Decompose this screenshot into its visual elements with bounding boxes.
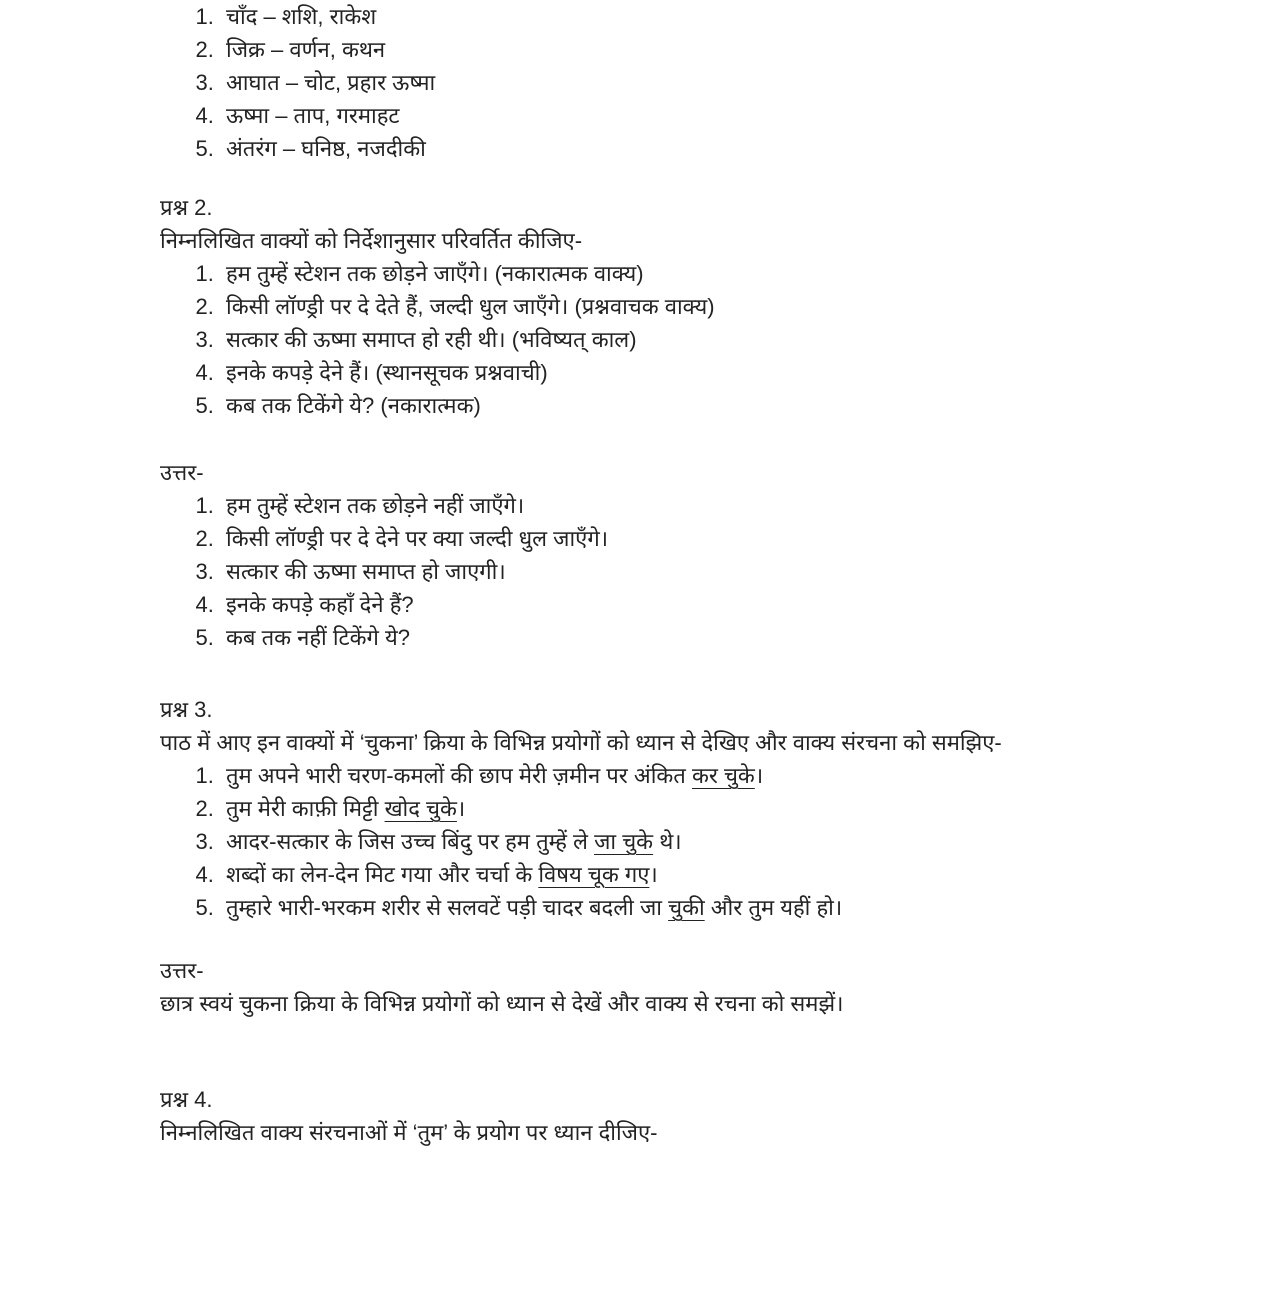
list-item xyxy=(220,858,1118,891)
list-item: 4. इनके कपड़े देने हैं। (स्थानसूचक प्रश्नवाची) xyxy=(220,356,1118,389)
underlined-phrase: विषय चूक गए xyxy=(538,862,650,887)
list-item: 1. हम तुम्हें स्टेशन तक छोड़ने जाएँगे। (नकारात्मक वाक्य) xyxy=(220,257,1118,290)
list-item xyxy=(220,759,1118,792)
sentence-post: । xyxy=(456,796,466,821)
sentence-pre: शब्दों का लेन-देन मिट गया और चर्चा के xyxy=(226,862,539,887)
list-item: 4. इनके कपड़े कहाँ देने हैं? xyxy=(220,588,1118,621)
question2-label: प्रश्न 2. xyxy=(160,195,213,220)
question4-instruction: निम्नलिखित वाक्य संरचनाओं में ‘तुम’ के प्रयोग पर ध्यान दीजिए- xyxy=(160,1120,658,1145)
sentence-post: । xyxy=(754,763,764,788)
question3-label: प्रश्न 3. xyxy=(160,697,213,722)
list-item: 2. किसी लॉण्ड्री पर दे देने पर क्या जल्दी धुल जाएँगे। xyxy=(220,522,1118,555)
list-item xyxy=(220,792,1118,825)
question2-items-list xyxy=(160,257,1118,422)
question2-answer-label: उत्तर- xyxy=(160,460,204,485)
underlined-phrase: जा चुके xyxy=(594,829,654,854)
question3-answer-text: छात्र स्वयं चुकना क्रिया के विभिन्न प्रयोगों को ध्यान से देखें और वाक्य से रचना को समझें। xyxy=(160,991,844,1016)
question3-answer xyxy=(160,954,1118,1020)
question2-answers-list xyxy=(160,489,1118,654)
list-item: 1. हम तुम्हें स्टेशन तक छोड़ने नहीं जाएँगे। xyxy=(220,489,1118,522)
question2-heading xyxy=(160,191,1118,257)
sentence-post: और तुम यहीं हो। xyxy=(704,895,843,920)
list-item xyxy=(220,825,1118,858)
question3-instruction: पाठ में आए इन वाक्यों में ‘चुकना’ क्रिया के विभिन्न प्रयोगों को ध्यान से देखिए और वाक्य संरचना को समझिए- xyxy=(160,730,1002,755)
list-item: 2. जिक्र – वर्णन, कथन xyxy=(220,33,1118,66)
list-item: 5. अंतरंग – घनिष्ठ, नजदीकी xyxy=(220,132,1118,165)
underlined-phrase: कर चुके xyxy=(691,763,755,788)
sentence-pre: तुम्हारे भारी-भरकम शरीर से सलवटें पड़ी चादर बदली जा xyxy=(226,895,669,920)
sentence-pre: तुम मेरी काफ़ी मिट्टी xyxy=(226,796,385,821)
list-item: 1. चाँद – शशि, राकेश xyxy=(220,0,1118,33)
question3-heading xyxy=(160,693,1118,759)
list-item: 5. कब तक टिकेंगे ये? (नकारात्मक) xyxy=(220,389,1118,422)
sentence-pre: आदर-सत्कार के जिस उच्च बिंदु पर हम तुम्हें ले xyxy=(226,829,595,854)
question4-label: प्रश्न 4. xyxy=(160,1087,213,1112)
question3-answer-label: उत्तर- xyxy=(160,958,204,983)
list-item: 3. सत्कार की ऊष्मा समाप्त हो जाएगी। xyxy=(220,555,1118,588)
list-item xyxy=(220,891,1118,924)
sentence-pre: तुम अपने भारी चरण-कमलों की छाप मेरी ज़मीन पर अंकित xyxy=(226,763,692,788)
question2-instruction: निम्नलिखित वाक्यों को निर्देशानुसार परिवर्तित कीजिए- xyxy=(160,228,583,253)
underlined-phrase: खोद चुके xyxy=(384,796,457,821)
question3-items-list xyxy=(160,759,1118,924)
sentence-post: थे। xyxy=(653,829,682,854)
question4-heading xyxy=(160,1083,1118,1149)
underlined-phrase: चुकी xyxy=(668,895,705,920)
list-item: 5. कब तक नहीं टिकेंगे ये? xyxy=(220,621,1118,654)
sentence-post: । xyxy=(649,862,658,887)
document-page xyxy=(160,0,1118,1149)
word-meanings-list xyxy=(160,0,1118,165)
list-item: 4. ऊष्मा – ताप, गरमाहट xyxy=(220,99,1118,132)
list-item: 2. किसी लॉण्ड्री पर दे देते हैं, जल्दी धुल जाएँगे। (प्रश्नवाचक वाक्य) xyxy=(220,290,1118,323)
list-item: 3. आघात – चोट, प्रहार ऊष्मा xyxy=(220,66,1118,99)
list-item: 3. सत्कार की ऊष्मा समाप्त हो रही थी। (भविष्यत् काल) xyxy=(220,323,1118,356)
